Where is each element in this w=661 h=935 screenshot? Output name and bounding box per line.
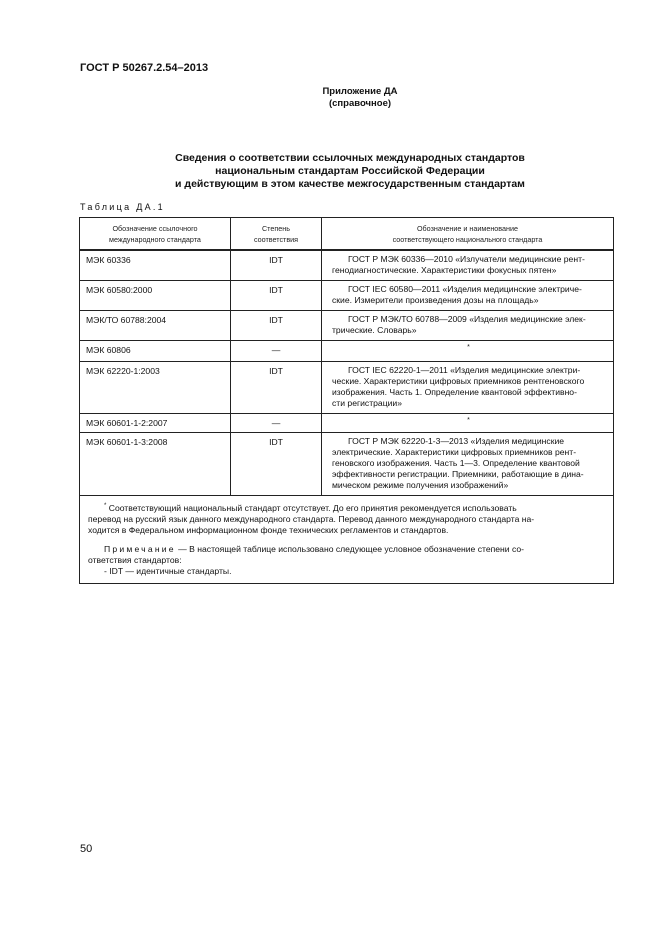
document-code: ГОСТ Р 50267.2.54–2013 <box>80 62 209 74</box>
column-header-national-standard <box>322 218 614 251</box>
section-heading-line-3: и действующим в этом качестве межгосударственным стандартам <box>175 178 525 190</box>
text-line: генодиагностические. Характеристики фокусных пятен» <box>332 265 557 275</box>
text-line: электрические. Характеристики цифровых приемников рент- <box>332 447 577 457</box>
reference-standard-cell: МЭК 62220-1:2003 <box>80 362 231 414</box>
reference-standard-cell: МЭК 60580:2000 <box>80 281 231 311</box>
reference-standard-cell: МЭК 60336 <box>80 250 231 281</box>
table-row <box>80 341 614 362</box>
table-footnote-row <box>80 496 614 584</box>
national-standard-cell <box>322 311 614 341</box>
table-row <box>80 433 614 496</box>
degree-cell: — <box>231 341 322 362</box>
footnote-line: перевод на русский язык данного международного стандарта. Перевод данного международного стандарта на- <box>88 514 535 524</box>
text-line: геновского изображения. Часть 1—3. Определение квантовой <box>332 458 580 468</box>
reference-standard-cell: МЭК 60601-1-3:2008 <box>80 433 231 496</box>
section-heading-line-2: национальным стандартам Российской Федерации <box>215 165 485 177</box>
annex-subtitle: (справочное) <box>328 98 392 109</box>
table-row <box>80 311 614 341</box>
footnote-mark: * <box>104 503 107 510</box>
text-line: ГОСТ Р МЭК/ТО 60788—2009 «Изделия медицинские элек- <box>348 314 586 324</box>
note-text <box>88 544 605 555</box>
column-header-line: международного стандарта <box>109 234 201 244</box>
text-line: ГОСТ IEC 60580—2011 «Изделия медицинские электриче- <box>348 284 582 294</box>
national-standard-cell <box>322 362 614 414</box>
table-row <box>80 250 614 281</box>
page-number: 50 <box>80 843 93 855</box>
text-line: ческие. Характеристики цифровых приемников рентгеновского <box>332 376 585 386</box>
note-label: Примечание <box>104 544 176 554</box>
table-row <box>80 281 614 311</box>
column-header-degree <box>231 218 322 251</box>
footnote-mark: * <box>467 344 470 351</box>
note-line: ответствия стандартов: <box>88 555 182 565</box>
national-standard-cell <box>322 281 614 311</box>
national-standard-cell <box>322 414 614 433</box>
text-line: ГОСТ Р МЭК 62220-1-3—2013 «Изделия медицинские <box>348 436 565 446</box>
text-line: эффективности регистрации. Приемники, работающие в дина- <box>332 469 584 479</box>
table-label: Таблица ДА.1 <box>80 202 165 212</box>
national-standard-cell <box>322 341 614 362</box>
national-standard-cell <box>322 250 614 281</box>
footnote-text <box>88 503 605 514</box>
section-heading-line-1: Сведения о соответствии ссылочных международных стандартов <box>175 152 525 164</box>
reference-standard-cell: МЭК 60806 <box>80 341 231 362</box>
degree-cell: IDT <box>231 250 322 281</box>
degree-cell: IDT <box>231 362 322 414</box>
reference-standard-cell: МЭК 60601-1-2:2007 <box>80 414 231 433</box>
footnote-mark: * <box>467 417 470 424</box>
column-header-reference <box>80 218 231 251</box>
degree-cell: IDT <box>231 433 322 496</box>
standards-correspondence-table <box>79 217 614 584</box>
table-row <box>80 362 614 414</box>
table-row <box>80 414 614 433</box>
text-line: трические. Словарь» <box>332 325 417 335</box>
note-line: — В настоящей таблице использовано следующее условное обозначение степени со- <box>178 544 525 554</box>
text-line: сти регистрации» <box>332 398 403 408</box>
text-line: мическом режиме получения изображений» <box>332 480 509 490</box>
footnote-line: Соответствующий национальный стандарт отсутствует. До его принятия рекомендуется использовать <box>108 503 517 513</box>
degree-cell: IDT <box>231 311 322 341</box>
footnote-cell <box>80 496 614 584</box>
degree-cell: — <box>231 414 322 433</box>
column-header-line: соответствующего национального стандарта <box>392 234 543 244</box>
column-header-line: соответствия <box>253 234 299 244</box>
column-header-line: Обозначение и наименование <box>416 223 519 233</box>
reference-standard-cell: МЭК/ТО 60788:2004 <box>80 311 231 341</box>
text-line: ГОСТ Р МЭК 60336—2010 «Излучатели медицинские рент- <box>348 254 585 264</box>
footnote-line: ходится в Федеральном информационном фонде технических регламентов и стандартов. <box>88 525 449 535</box>
annex-title: Приложение ДА <box>322 86 398 97</box>
text-line: изображения. Часть 1. Определение квантовой эффективно- <box>332 387 577 397</box>
text-line: ГОСТ IEC 62220-1—2011 «Изделия медицинские электри- <box>348 365 581 375</box>
column-header-line: Обозначение ссылочного <box>112 223 198 233</box>
note-item: - IDT — идентичные стандарты. <box>104 566 232 576</box>
table-header-row <box>80 218 614 251</box>
national-standard-cell <box>322 433 614 496</box>
column-header-line: Степень <box>261 223 290 233</box>
text-line: ские. Измерители произведения дозы на площадь» <box>332 295 539 305</box>
degree-cell: IDT <box>231 281 322 311</box>
